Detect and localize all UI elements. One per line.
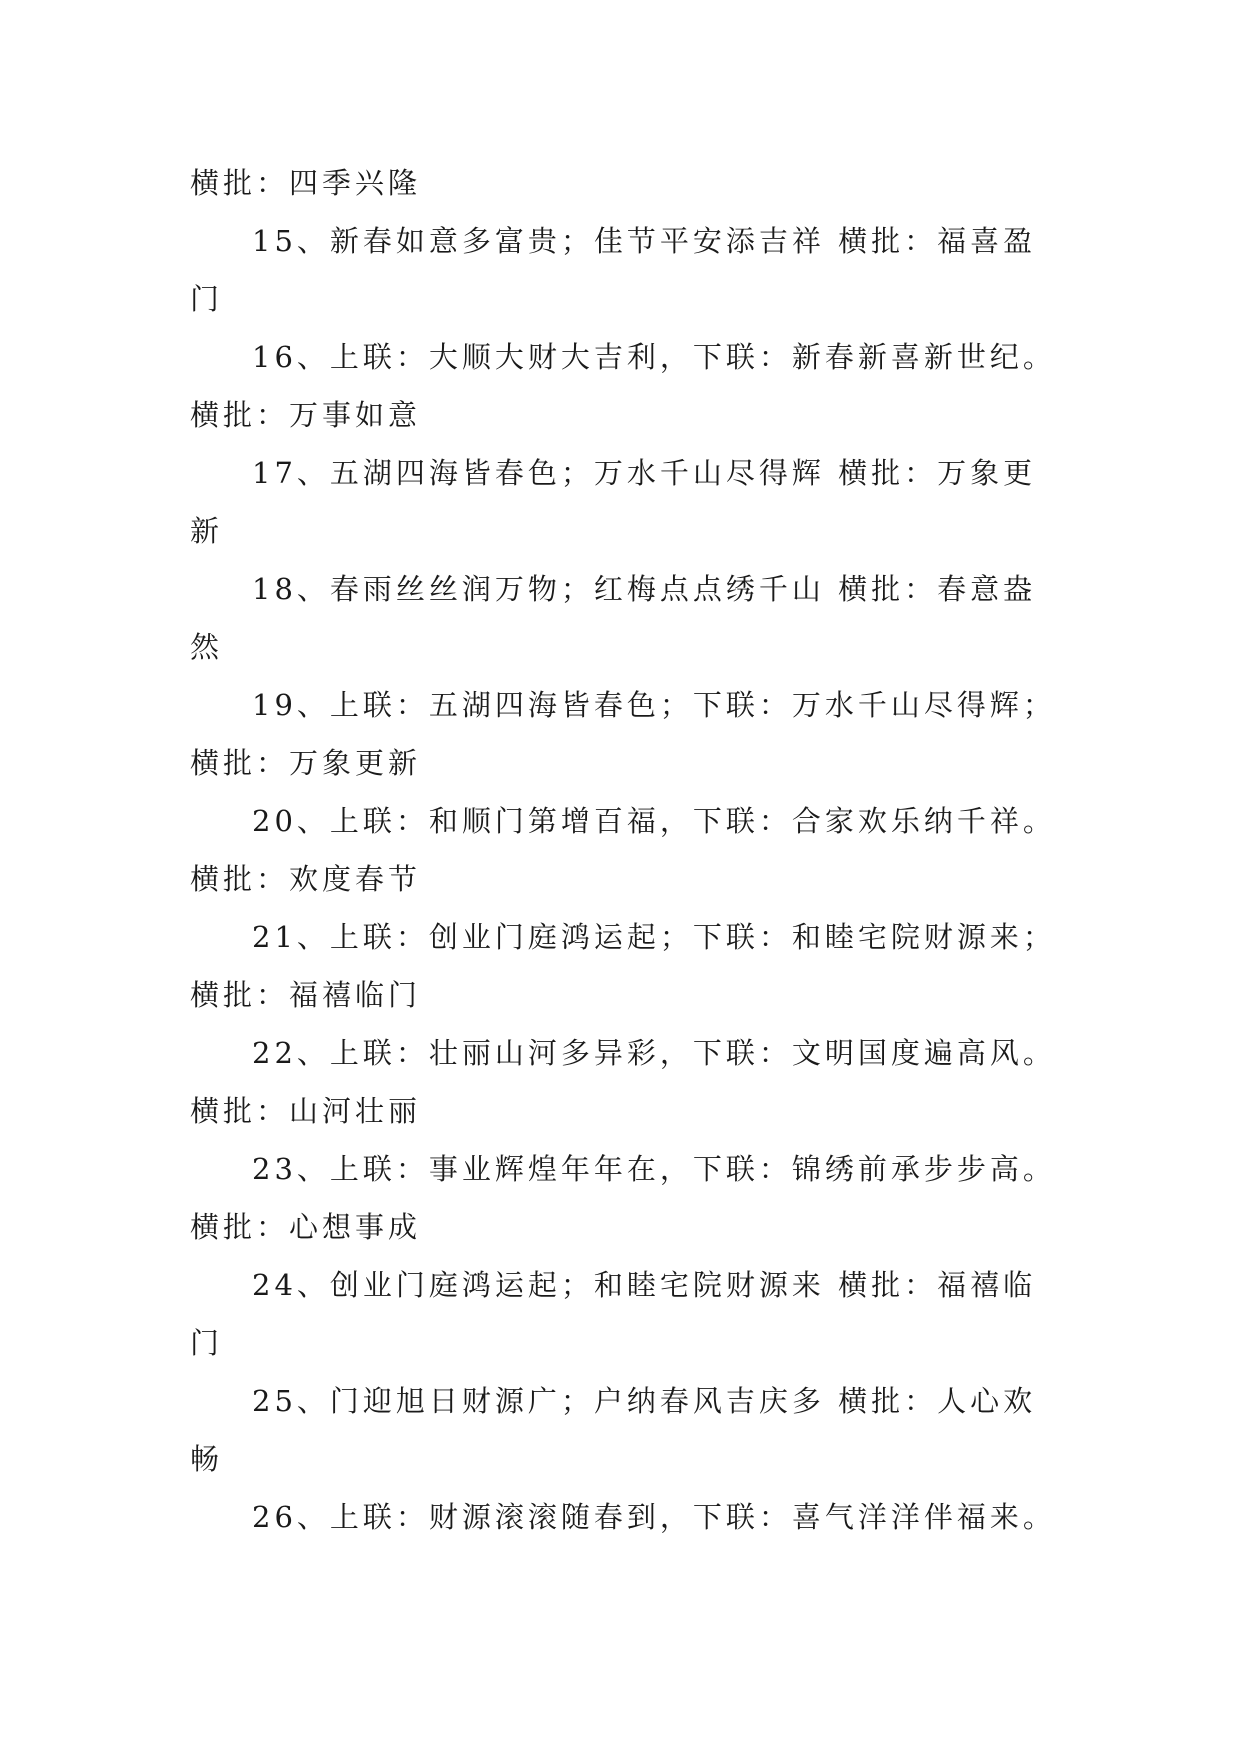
text-line: 18、春雨丝丝润万物；红梅点点绣千山 横批：春意盎: [252, 572, 1037, 606]
text-line: 横批：山河壮丽: [190, 1094, 422, 1128]
document-body: [190, 154, 1056, 1546]
text-line: 横批：心想事成: [190, 1210, 422, 1244]
text-line: 21、上联：创业门庭鸿运起；下联：和睦宅院财源来；: [252, 920, 1056, 954]
text-line: 新: [190, 514, 224, 548]
text-line: 横批：四季兴隆: [190, 166, 422, 200]
text-line: 25、门迎旭日财源广；户纳春风吉庆多 横批：人心欢: [252, 1384, 1037, 1418]
text-line: 门: [190, 282, 224, 316]
text-line: 横批：万事如意: [190, 398, 422, 432]
text-line: 然: [190, 630, 224, 664]
text-line: 16、上联：大顺大财大吉利，下联：新春新喜新世纪。: [252, 340, 1056, 374]
text-line: 畅: [190, 1442, 224, 1476]
text-line: 19、上联：五湖四海皆春色；下联：万水千山尽得辉；: [252, 688, 1056, 722]
text-line: 20、上联：和顺门第增百福，下联：合家欢乐纳千祥。: [252, 804, 1056, 838]
text-line: 24、创业门庭鸿运起；和睦宅院财源来 横批：福禧临: [252, 1268, 1037, 1302]
text-line: 15、新春如意多富贵；佳节平安添吉祥 横批：福喜盈: [252, 224, 1037, 258]
text-line: 22、上联：壮丽山河多异彩，下联：文明国度遍高风。: [252, 1036, 1056, 1070]
text-line: 横批：福禧临门: [190, 978, 422, 1012]
text-line: 23、上联：事业辉煌年年在，下联：锦绣前承步步高。: [252, 1152, 1056, 1186]
text-line: 横批：欢度春节: [190, 862, 422, 896]
text-line: 门: [190, 1326, 224, 1360]
text-line: 横批：万象更新: [190, 746, 422, 780]
text-line: 17、五湖四海皆春色；万水千山尽得辉 横批：万象更: [252, 456, 1037, 490]
text-line: 26、上联：财源滚滚随春到，下联：喜气洋洋伴福来。: [252, 1500, 1056, 1534]
